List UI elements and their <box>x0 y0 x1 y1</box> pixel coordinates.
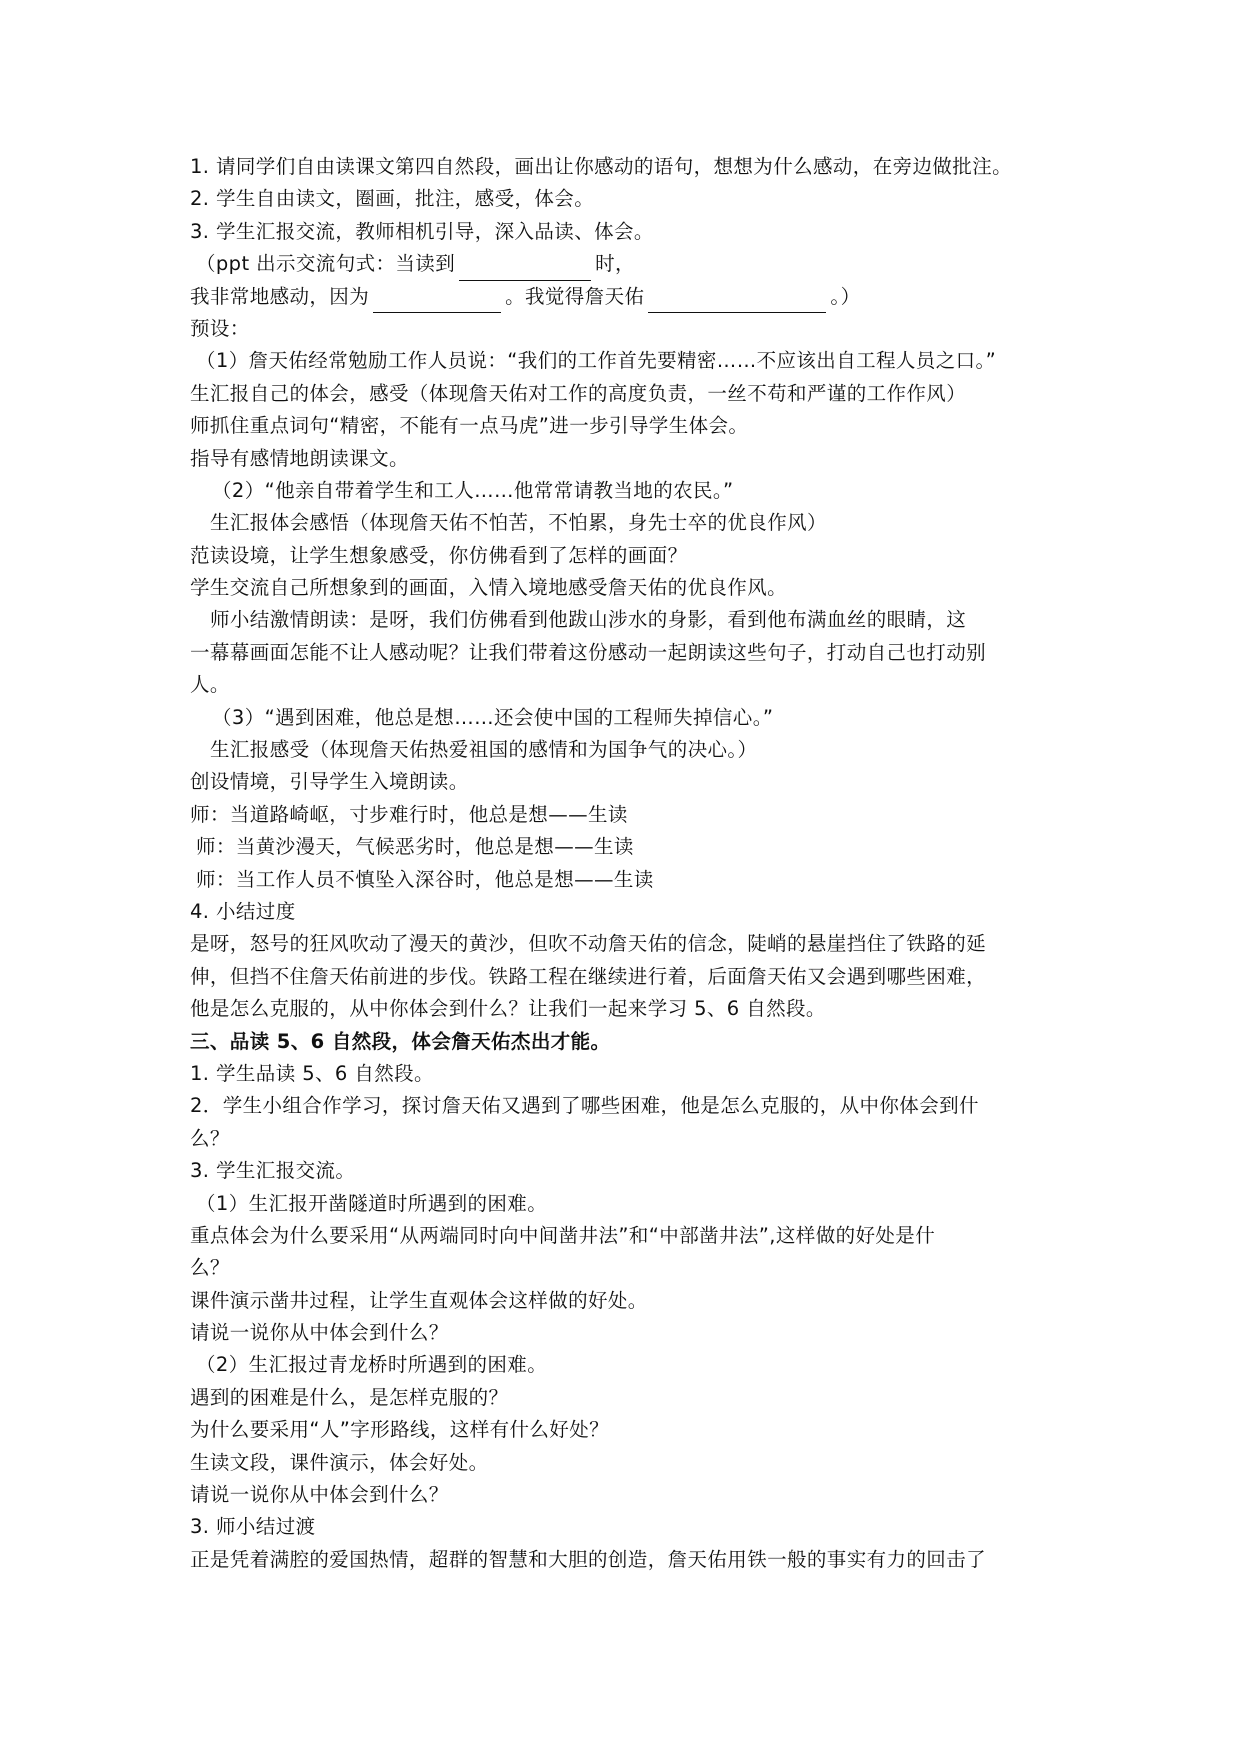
paragraph-line: 范读设境，让学生想象感受，你仿佛看到了怎样的画面？ <box>190 543 688 567</box>
paragraph-line: 么？ <box>190 1256 230 1280</box>
paragraph-line: 他是怎么克服的，从中你体会到什么？让我们一起来学习 5、6 自然段。 <box>190 997 826 1021</box>
paragraph-line: 2. 学生自由读文，圈画，批注，感受，体会。 <box>190 187 595 211</box>
paragraph-line: 生汇报自己的体会，感受（体现詹天佑对工作的高度负责，一丝不苟和严谨的工作作风） <box>190 381 967 405</box>
lesson-plan-body <box>190 151 1070 1576</box>
paragraph-line: 3. 师小结过渡 <box>190 1515 316 1539</box>
paragraph-line: （3）“遇到困难，他总是想……还会使中国的工程师失掉信心。” <box>212 705 774 729</box>
paragraph-line: 指导有感情地朗读课文。 <box>190 446 409 470</box>
paragraph-line: 正是凭着满腔的爱国热情，超群的智慧和大胆的创造，詹天佑用铁一般的事实有力的回击了 <box>190 1547 987 1571</box>
fill-in-blank <box>373 288 501 313</box>
sentence-pattern-text: 。我觉得詹天佑 <box>505 284 645 308</box>
paragraph-line: 为什么要采用“人”字形路线，这样有什么好处？ <box>190 1418 610 1442</box>
paragraph-line: 师抓住重点词句“精密，不能有一点马虎”进一步引导学生体会。 <box>190 414 749 438</box>
paragraph-line: 1. 学生品读 5、6 自然段。 <box>190 1061 434 1085</box>
paragraph-line: 4. 小结过度 <box>190 899 296 923</box>
paragraph-line: 生汇报感受（体现詹天佑热爱祖国的感情和为国争气的决心。） <box>210 738 758 762</box>
paragraph-line: 3. 学生汇报交流。 <box>190 1159 356 1183</box>
section-heading: 三、品读 5、6 自然段，体会詹天佑杰出才能。 <box>190 1029 611 1053</box>
paragraph-line: 师：当黄沙漫天，气候恶劣时，他总是想——生读 <box>196 835 634 859</box>
paragraph-line: 人。 <box>190 673 230 697</box>
paragraph-line: 创设情境，引导学生入境朗读。 <box>190 770 469 794</box>
paragraph-line: 生读文段，课件演示，体会好处。 <box>190 1450 489 1474</box>
sentence-pattern-text: 时， <box>595 252 635 276</box>
sentence-pattern-line <box>190 248 1070 280</box>
paragraph-line: 师小结激情朗读：是呀，我们仿佛看到他跋山涉水的身影，看到他布满血丝的眼睛，这 <box>210 608 967 632</box>
paragraph-line: 3. 学生汇报交流，教师相机引导，深入品读、体会。 <box>190 219 654 243</box>
sentence-pattern-text: 。） <box>830 284 861 308</box>
sentence-pattern-line <box>190 281 1070 313</box>
paragraph-line: 是呀，怒号的狂风吹动了漫天的黄沙，但吹不动詹天佑的信念，陡峭的悬崖挡住了铁路的延 <box>190 932 987 956</box>
paragraph-line: 师：当工作人员不慎坠入深谷时，他总是想——生读 <box>196 867 654 891</box>
paragraph-line: 课件演示凿井过程，让学生直观体会这样做的好处。 <box>190 1288 648 1312</box>
paragraph-line: 一幕幕画面怎能不让人感动呢？让我们带着这份感动一起朗读这些句子，打动自己也打动别 <box>190 640 987 664</box>
paragraph-line: 请说一说你从中体会到什么？ <box>190 1483 449 1507</box>
sentence-pattern-text: （ppt 出示交流句式：当读到 <box>196 252 456 276</box>
paragraph-line: 1. 请同学们自由读课文第四自然段，画出让你感动的语句，想想为什么感动，在旁边做批注。 <box>190 155 1013 178</box>
paragraph-line: 师：当道路崎岖，寸步难行时，他总是想——生读 <box>190 802 628 826</box>
sentence-pattern-text: 我非常地感动，因为 <box>190 284 370 308</box>
paragraph-line: 重点体会为什么要采用“从两端同时向中间凿井法”和“中部凿井法”,这样做的好处是什 <box>190 1223 936 1247</box>
paragraph-line: 生汇报体会感悟（体现詹天佑不怕苦，不怕累，身先士卒的优良作风） <box>210 511 827 535</box>
paragraph-line: 2．学生小组合作学习，探讨詹天佑又遇到了哪些困难，他是怎么克服的，从中你体会到什 <box>190 1094 979 1118</box>
paragraph-line: （2）“他亲自带着学生和工人……他常常请教当地的农民。” <box>212 478 734 502</box>
paragraph-line: 么？ <box>190 1126 230 1150</box>
fill-in-blank <box>459 256 591 281</box>
paragraph-line: （1）詹天佑经常勉励工作人员说：“我们的工作首先要精密……不应该出自工程人员之口。” <box>196 349 997 373</box>
fill-in-blank <box>648 288 826 313</box>
paragraph-line: （1）生汇报开凿隧道时所遇到的困难。 <box>196 1191 548 1215</box>
paragraph-line: 学生交流自己所想象到的画面，入情入境地感受詹天佑的优良作风。 <box>190 576 788 600</box>
paragraph-line: 预设： <box>190 316 250 340</box>
paragraph-line: 请说一说你从中体会到什么？ <box>190 1321 449 1345</box>
paragraph-line: （2）生汇报过青龙桥时所遇到的困难。 <box>196 1353 548 1377</box>
paragraph-line: 伸，但挡不住詹天佑前进的步伐。铁路工程在继续进行着，后面詹天佑又会遇到哪些困难， <box>190 964 987 988</box>
paragraph-line: 遇到的困难是什么，是怎样克服的？ <box>190 1385 509 1409</box>
